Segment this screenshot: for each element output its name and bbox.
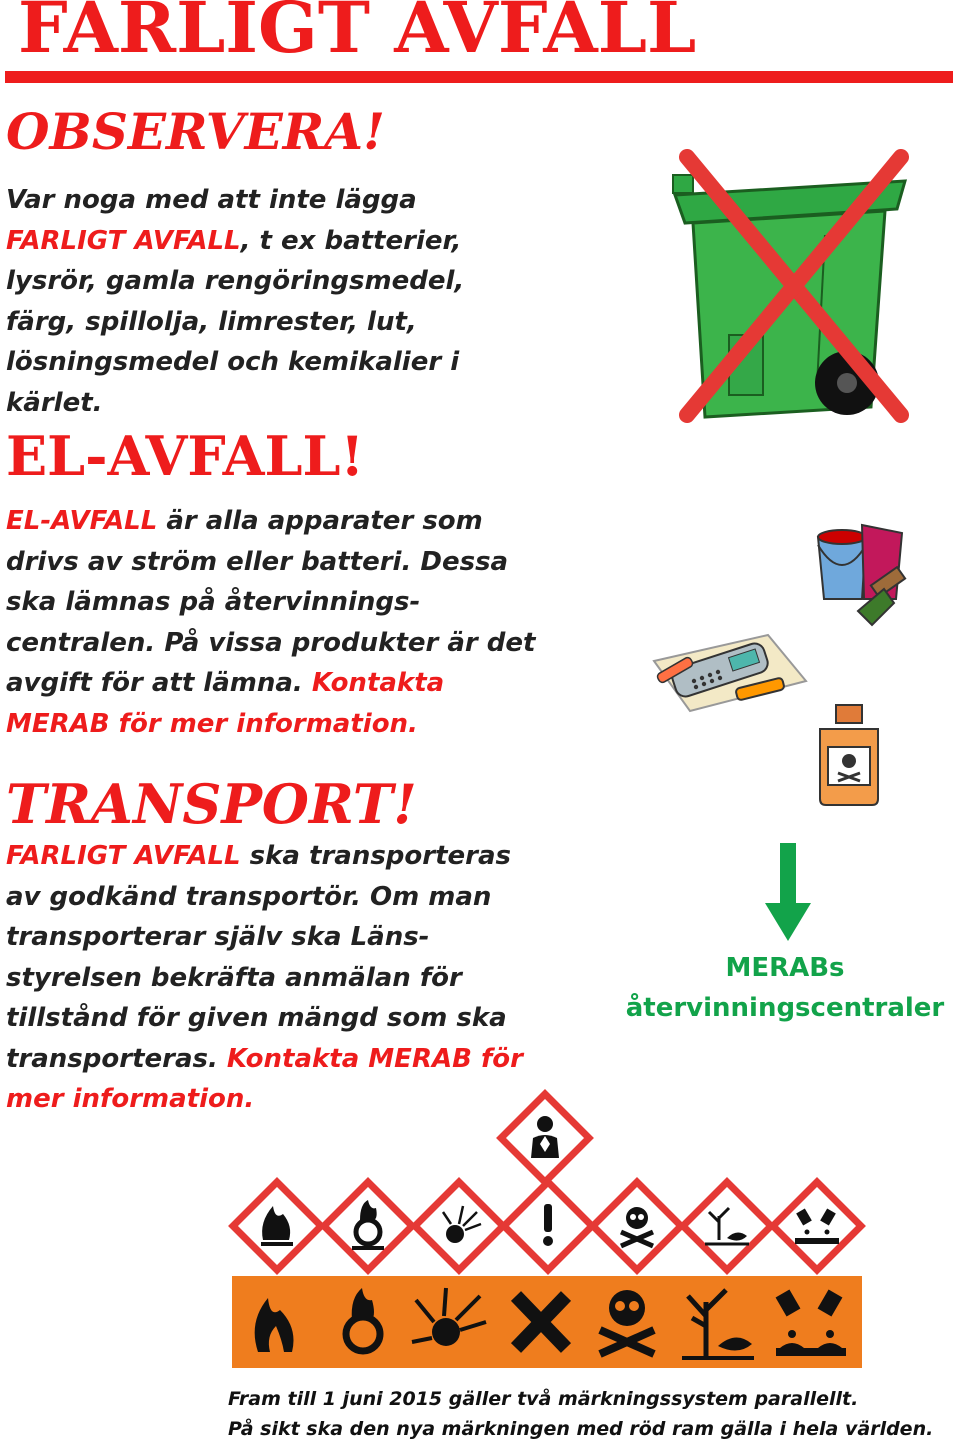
environment-orange-icon	[678, 1282, 756, 1362]
transport-heading: TRANSPORT!	[6, 772, 417, 836]
explosive-orange-icon	[410, 1282, 488, 1362]
oxidizing-orange-icon	[324, 1282, 402, 1362]
toxic-orange-icon	[588, 1282, 666, 1362]
elavfall-text: EL-AVFALL är alla apparater som drivs av ström eller batteri. Dessa ska lämnas på återvinnings- centralen. På vissa produkter är det avgift för att lämna. Kontakta MERAB för mer information.	[6, 506, 536, 739]
harmful-x-orange-icon	[502, 1282, 580, 1362]
footer-note: Fram till 1 juni 2015 gäller två märkningssystem parallellt. På sikt ska den nya märkningen med röd ram gälla i hela världen.	[228, 1388, 934, 1440]
flame-over-circle-icon	[324, 1182, 412, 1270]
health-hazard-icon	[501, 1094, 589, 1182]
page-title: FARLIGT AVFALL	[18, 0, 697, 69]
flammable-orange-icon	[238, 1282, 316, 1362]
observera-text: Var noga med att inte lägga FARLIGT AVFALL, t ex batterier, lysrör, gamla rengöringsmedel, färg, spillolja, limrester, lut, lösningsmedel och kemikalier i kärlet.	[6, 185, 465, 418]
environment-hazard-icon	[683, 1182, 771, 1270]
old-hazard-symbols-strip	[232, 1276, 862, 1368]
corrosion-icon	[773, 1182, 861, 1270]
flame-icon	[233, 1182, 321, 1270]
corrosive-orange-icon	[772, 1282, 850, 1362]
elavfall-heading: EL-AVFALL!	[6, 424, 365, 488]
transport-text: FARLIGT AVFALL ska transporteras av godkänd transportör. Om man transporterar själv ska Läns- styrelsen bekräfta anmälan för tillstånd för given mängd som ska transporteras. Kontakta MERAB för mer information.	[6, 841, 523, 1114]
skull-crossbones-icon	[593, 1182, 681, 1270]
exploding-bomb-icon	[415, 1182, 503, 1270]
exclamation-mark-icon	[504, 1182, 592, 1270]
observera-heading: OBSERVERA!	[6, 102, 386, 161]
merab-label: MERABs återvinningscentraler	[625, 953, 945, 1023]
